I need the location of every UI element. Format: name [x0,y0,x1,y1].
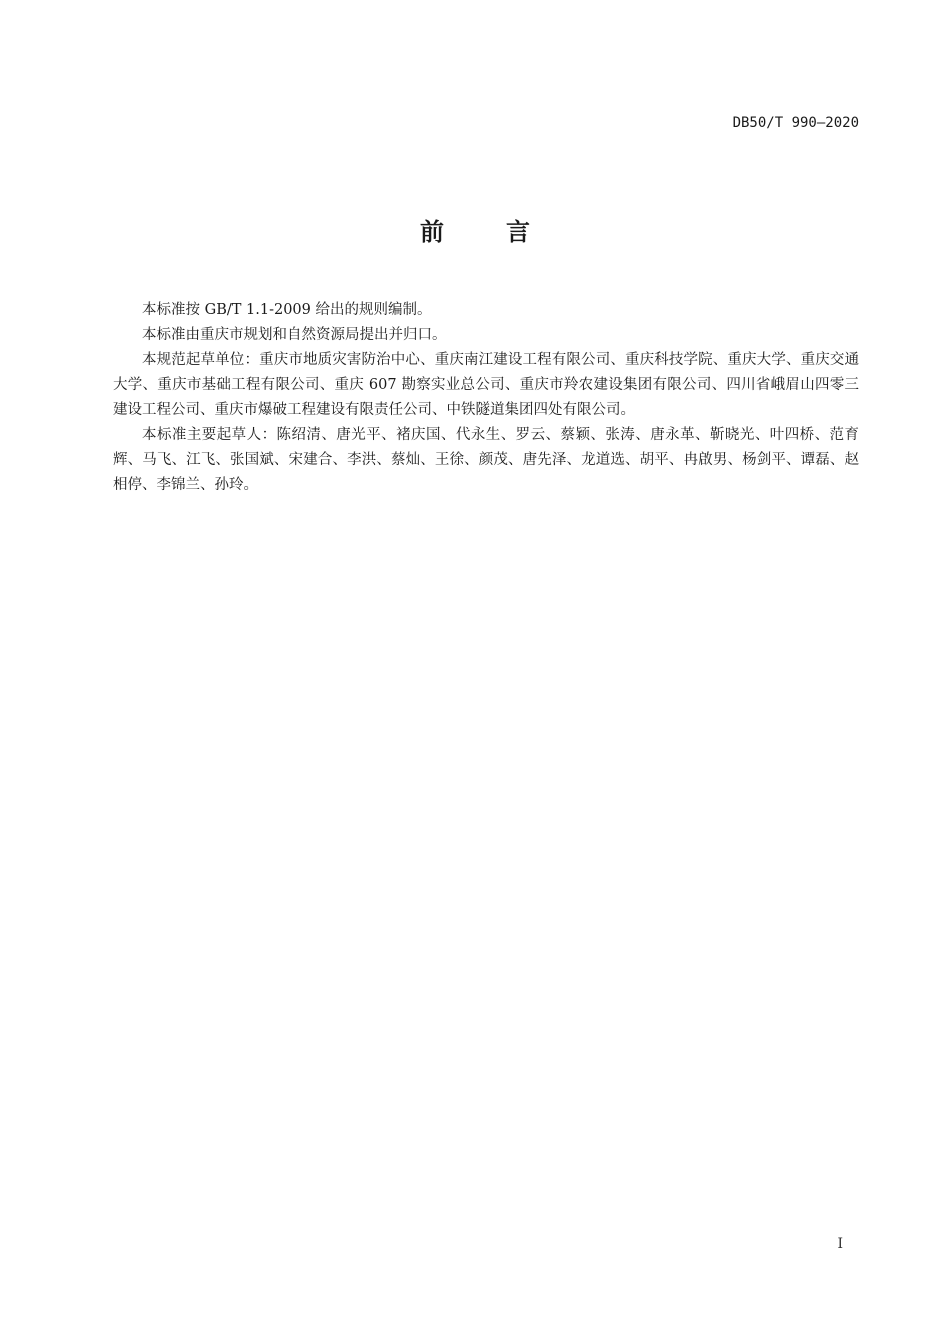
foreword-body [113,298,859,498]
standard-code: DB50/T 990—2020 [732,115,859,131]
page-number: I [837,1236,843,1252]
paragraph-main-drafters: 本标准主要起草人：陈绍清、唐光平、褚庆国、代永生、罗云、蔡颖、张涛、唐永革、靳晓光、叶四桥、范育辉、马飞、江飞、张国斌、宋建合、李洪、蔡灿、王徐、颜茂、唐先泽、龙道选、胡平、冉啟男、杨剑平、谭磊、赵相停、李锦兰、孙玲。 [113,427,859,493]
paragraph-drafting-rules: 本标准按 GB/T 1.1-2009 给出的规则编制。 [142,302,432,318]
paragraph-drafting-units: 本规范起草单位：重庆市地质灾害防治中心、重庆南江建设工程有限公司、重庆科技学院、重庆大学、重庆交通大学、重庆市基础工程有限公司、重庆 607 勘察实业总公司、重庆市羚农建设集团有限公司、四川省峨眉山四零三建设工程公司、重庆市爆破工程建设有限责任公司、中铁隧道集团四处有限公司。 [113,352,859,418]
page-title: 前言 [420,218,592,246]
paragraph-proposer: 本标准由重庆市规划和自然资源局提出并归口。 [142,327,447,343]
